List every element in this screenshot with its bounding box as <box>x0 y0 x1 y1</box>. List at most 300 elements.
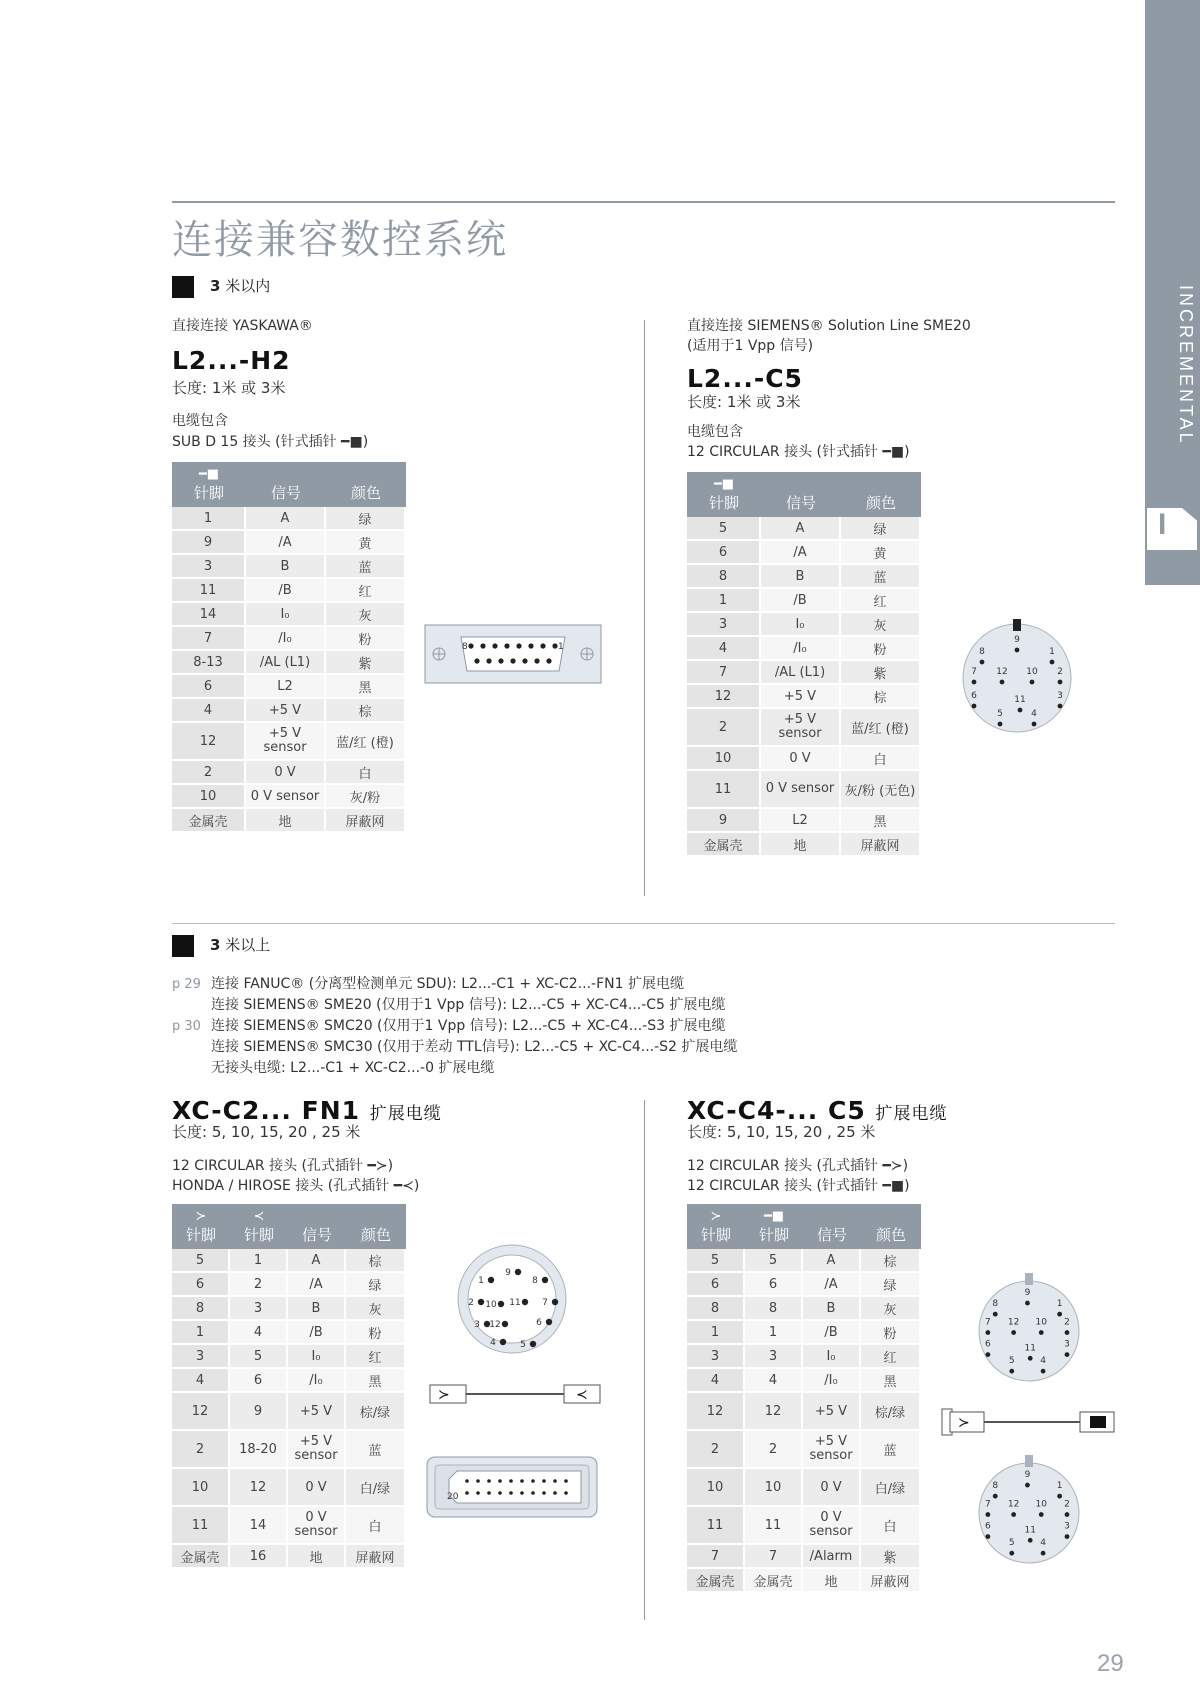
table-cell: 3 <box>172 1345 230 1369</box>
table-cell: 10 <box>687 747 761 771</box>
connector-pin <box>553 1491 557 1495</box>
connector-pin-label: 8 <box>992 1299 999 1310</box>
connector-pin-label: 9 <box>1024 1470 1031 1481</box>
table-cell: 0 V sensor <box>288 1507 346 1545</box>
table-cell: 白/绿 <box>346 1469 406 1507</box>
table-row <box>687 661 921 685</box>
connector-pin <box>985 1512 990 1517</box>
connector-pin <box>1041 1369 1046 1374</box>
socket-female-icon: ≻ <box>195 1209 207 1224</box>
table-cell: 5 <box>687 517 761 541</box>
table-cell: 0 V sensor <box>761 771 841 809</box>
table-row <box>172 531 406 555</box>
connector-pin <box>1025 1483 1030 1488</box>
section1-heading-text: 米以内 <box>225 277 271 295</box>
s2-left-pin-table <box>172 1204 406 1569</box>
table-row <box>687 1297 921 1321</box>
table-cell: 7 <box>745 1545 803 1569</box>
connector-pin-label: 10 <box>1026 667 1038 677</box>
table-cell: 5 <box>230 1345 288 1369</box>
table-cell: 绿 <box>861 1273 921 1297</box>
s1-right-intro2: (适用于1 Vpp 信号) <box>687 338 814 354</box>
table-cell: 1 <box>172 1321 230 1345</box>
connector-pin-label: 3 <box>1057 691 1063 701</box>
table-cell: A <box>246 507 326 531</box>
table-cell: 4 <box>745 1369 803 1393</box>
connector-pin <box>993 1494 998 1499</box>
table-header-pin-b: ━■ 针脚 <box>745 1204 803 1249</box>
table-cell: 12 <box>172 723 246 761</box>
connector-pin <box>476 1491 480 1495</box>
table-row <box>687 1345 921 1369</box>
connector-pin-label: 6 <box>985 1521 991 1532</box>
socket-female-icon: ≻ <box>710 1209 722 1224</box>
table-row <box>687 1469 921 1507</box>
table-cell: 5 <box>687 1249 745 1273</box>
connector-pin-label: 7 <box>542 1298 548 1308</box>
connector-pin <box>1057 1494 1062 1499</box>
table-cell: 1 <box>172 507 246 531</box>
section2-heading-number: 3 <box>210 936 221 954</box>
table-header-pin-b: ≺ 针脚 <box>230 1204 288 1249</box>
table-header-signal: 信号 <box>246 462 326 507</box>
table-cell: 1 <box>745 1321 803 1345</box>
table-cell: 屏蔽网 <box>326 809 406 833</box>
connector-pin <box>510 658 515 663</box>
note-line <box>172 1015 737 1036</box>
table-cell: 棕 <box>861 1249 921 1273</box>
table-cell: 红 <box>841 589 921 613</box>
table-row <box>172 1431 406 1469</box>
table-cell: 蓝 <box>346 1431 406 1469</box>
connector-pin <box>972 704 977 709</box>
connector-pin-label: 1 <box>1056 1299 1063 1310</box>
connector-pin <box>542 1277 548 1283</box>
table-header-pin: ━■ 针脚 <box>687 472 761 517</box>
table-cell: 3 <box>687 1345 745 1369</box>
table-cell: 灰/粉 <box>326 785 406 809</box>
note-text: 连接 SIEMENS® SMC30 (仅用于差动 TTL信号): L2...-C5 + XC-C4...-S2 扩展电缆 <box>211 1039 738 1055</box>
table-cell: 4 <box>172 699 246 723</box>
table-row <box>687 613 921 637</box>
s2-right-length: 长度: 5, 10, 15, 20 , 25 米 <box>687 1123 876 1141</box>
table-cell: 金属壳 <box>687 833 761 857</box>
table-cell: 粉 <box>346 1321 406 1345</box>
table-cell: 白/绿 <box>861 1469 921 1507</box>
table-row <box>687 1393 921 1431</box>
connector-pin-label: 10 <box>1035 1499 1047 1510</box>
table-cell: B <box>761 565 841 589</box>
table-cell: 白 <box>841 747 921 771</box>
connector-pin-label: 8 <box>992 1481 999 1492</box>
table-cell: /Alarm <box>803 1545 861 1569</box>
connector-pin <box>1028 1356 1033 1361</box>
connector-pin <box>546 1319 552 1325</box>
connector-pin <box>487 1491 491 1495</box>
svg-text:≻: ≻ <box>958 1415 970 1431</box>
connector-pin <box>515 1269 521 1275</box>
s1-left-connector: SUB D 15 接头 (针式插针 ━■) <box>172 434 369 450</box>
connector-pin-label: 2 <box>1057 667 1063 677</box>
table-cell: B <box>803 1297 861 1321</box>
table-cell: 9 <box>687 809 761 833</box>
section2-heading <box>172 934 270 957</box>
connector-pin <box>972 680 977 685</box>
table-cell: 0 V <box>803 1469 861 1507</box>
connector-pin <box>1065 1512 1070 1517</box>
connector-pin <box>468 643 473 648</box>
table-cell: 蓝/红 (橙) <box>326 723 406 761</box>
connector-pin <box>564 1491 568 1495</box>
table-cell: +5 V <box>761 685 841 709</box>
connector-pin <box>1041 1551 1046 1556</box>
table-row <box>172 1297 406 1321</box>
table-cell: A <box>761 517 841 541</box>
table-cell: 白 <box>861 1507 921 1545</box>
table-cell: 9 <box>230 1393 288 1431</box>
connector-pin-label: 9 <box>1014 635 1020 645</box>
table-cell: 11 <box>745 1507 803 1545</box>
connector-pin <box>1018 708 1023 713</box>
table-cell: 白 <box>326 761 406 785</box>
table-cell: 1 <box>687 589 761 613</box>
s2-right-model: XC-C4-... C5 <box>687 1096 866 1125</box>
table-row <box>172 699 406 723</box>
section-bullet-icon <box>172 276 194 298</box>
table-cell: 3 <box>172 555 246 579</box>
table-cell: 16 <box>230 1545 288 1569</box>
table-cell: 10 <box>172 785 246 809</box>
table-header-pin-a: ≻ 针脚 <box>687 1204 745 1249</box>
table-cell: 6 <box>687 541 761 565</box>
table-cell: +5 V sensor <box>803 1431 861 1469</box>
table-header-pin-a: ≻ 针脚 <box>172 1204 230 1249</box>
connector-pin-label: 12 <box>996 667 1008 677</box>
table-cell: 灰 <box>346 1297 406 1321</box>
table-cell: 蓝 <box>861 1431 921 1469</box>
connector-pin <box>1000 680 1005 685</box>
connector-pin-label: 8 <box>979 647 985 657</box>
pin-male-icon: ━■ <box>198 467 220 482</box>
table-row <box>687 1545 921 1569</box>
connector-pin-label: 10 <box>1035 1317 1047 1328</box>
table-row <box>687 1321 921 1345</box>
table-cell: 棕 <box>841 685 921 709</box>
table-row <box>687 1249 921 1273</box>
table-cell: +5 V <box>246 699 326 723</box>
table-cell: 4 <box>230 1321 288 1345</box>
table-cell: 11 <box>687 771 761 809</box>
connector-pin <box>465 1491 469 1495</box>
title-rule <box>172 201 1115 203</box>
connector-pin <box>509 1479 513 1483</box>
table-cell: 黑 <box>346 1369 406 1393</box>
connector-pin <box>1025 1301 1030 1306</box>
connector-pin-label: 5 <box>520 1340 526 1350</box>
table-cell: +5 V sensor <box>761 709 841 747</box>
table-row <box>172 1345 406 1369</box>
table-cell: 蓝/红 (橙) <box>841 709 921 747</box>
connector-pin-label: 5 <box>997 709 1003 719</box>
circular-12-female-diagram <box>455 1242 569 1356</box>
table-cell: 12 <box>687 1393 745 1431</box>
connector-pin <box>985 1534 990 1539</box>
connector-pin <box>1065 1330 1070 1335</box>
connector-pin <box>564 1479 568 1483</box>
connector-pin <box>520 1491 524 1495</box>
connector-pin-label: 4 <box>1040 1356 1046 1367</box>
table-header-color: 颜色 <box>841 472 921 517</box>
table-cell: 8 <box>687 1297 745 1321</box>
connector-pin-label: 4 <box>1040 1538 1046 1549</box>
s2-left-model: XC-C2... FN1 <box>172 1096 361 1125</box>
connector-pin <box>520 1479 524 1483</box>
table-cell: /I₀ <box>803 1369 861 1393</box>
honda-hirose-connector-diagram <box>427 1455 599 1519</box>
side-tab-letter: I <box>1158 508 1167 541</box>
table-cell: A <box>803 1249 861 1273</box>
note-page-ref: p 29 <box>172 977 201 992</box>
table-cell: 金属壳 <box>172 809 246 833</box>
table-cell: L2 <box>246 675 326 699</box>
table-cell: 10 <box>745 1469 803 1507</box>
connector-pin-label: 6 <box>536 1318 542 1328</box>
table-cell: /B <box>246 579 326 603</box>
table-row <box>687 709 921 747</box>
connector-pin <box>1028 1538 1033 1543</box>
table-row <box>687 1273 921 1297</box>
honda-pin-label: 20 <box>447 1492 459 1502</box>
s2-left-model-suffix: 扩展电缆 <box>369 1104 442 1124</box>
table-row <box>172 507 406 531</box>
connector-pin <box>498 1301 504 1307</box>
table-cell: 11 <box>687 1507 745 1545</box>
connector-pin <box>1058 680 1063 685</box>
connector-pin-label: 3 <box>1064 1521 1070 1532</box>
table-cell: /AL (L1) <box>246 651 326 675</box>
table-cell: 12 <box>687 685 761 709</box>
table-row <box>687 747 921 771</box>
table-cell: 棕 <box>346 1249 406 1273</box>
connector-pin <box>1015 648 1020 653</box>
table-cell: /A <box>246 531 326 555</box>
socket-female-reverse-icon: ≺ <box>253 1209 265 1224</box>
table-cell: 4 <box>687 637 761 661</box>
connector-pin-label: 2 <box>468 1298 474 1308</box>
table-row <box>687 637 921 661</box>
circular-12-male-diagram-right <box>975 1455 1083 1563</box>
table-row <box>687 541 921 565</box>
table-cell: 7 <box>687 1545 745 1569</box>
connector-pin-label: 12 <box>1007 1317 1020 1328</box>
connector-pin <box>1030 680 1035 685</box>
connector-pin <box>1011 1330 1016 1335</box>
note-text: 无接头电缆: L2...-C1 + XC-C2...-0 扩展电缆 <box>211 1060 495 1076</box>
circular-12-female-diagram-right <box>975 1273 1083 1381</box>
connector-pin <box>487 1479 491 1483</box>
s1-right-model: L2...-C5 <box>687 364 803 393</box>
table-row <box>687 1569 921 1593</box>
section1-divider <box>644 320 645 896</box>
table-cell: 7 <box>172 627 246 651</box>
table-row <box>172 1393 406 1431</box>
connector-pin <box>528 643 533 648</box>
table-cell: 0 V sensor <box>803 1507 861 1545</box>
table-cell: 12 <box>745 1393 803 1431</box>
table-cell: /I₀ <box>246 627 326 651</box>
connector-pin <box>534 658 539 663</box>
table-header-signal: 信号 <box>761 472 841 517</box>
extension-cable-icon-right <box>940 1407 1116 1437</box>
s2-left-connector1: 12 CIRCULAR 接头 (孔式插针 ━≻) <box>172 1158 394 1174</box>
table-cell: 11 <box>172 579 246 603</box>
table-cell: /A <box>761 541 841 565</box>
table-cell: 绿 <box>841 517 921 541</box>
table-row <box>687 1507 921 1545</box>
connector-pin-label: 7 <box>985 1499 991 1510</box>
s1-right-pin-table <box>687 472 921 857</box>
s1-left-model: L2...-H2 <box>172 346 291 375</box>
note-text: 连接 FANUC® (分离型检测单元 SDU): L2...-C1 + XC-C2...-FN1 扩展电缆 <box>211 976 684 992</box>
table-cell: 黑 <box>841 809 921 833</box>
connector-pin-label: 11 <box>509 1298 521 1308</box>
table-cell: 棕/绿 <box>861 1393 921 1431</box>
table-cell: 金属壳 <box>745 1569 803 1593</box>
table-cell: 紫 <box>326 651 406 675</box>
s2-right-model-line <box>687 1096 947 1125</box>
table-row <box>172 675 406 699</box>
connector-pin <box>500 1339 506 1345</box>
connector-pin <box>465 1479 469 1483</box>
table-cell: 14 <box>172 603 246 627</box>
connector-pin <box>1065 1534 1070 1539</box>
table-row <box>172 1507 406 1545</box>
s2-right-pin-table <box>687 1204 921 1593</box>
connector-pin <box>542 1479 546 1483</box>
table-cell: 红 <box>346 1345 406 1369</box>
table-row <box>172 651 406 675</box>
table-cell: 12 <box>230 1469 288 1507</box>
connector-pin-label: 9 <box>505 1268 511 1278</box>
svg-text:≻: ≻ <box>438 1387 450 1403</box>
table-cell: 地 <box>761 833 841 857</box>
sub-d15-connector-diagram <box>425 625 601 685</box>
s1-right-connector: 12 CIRCULAR 接头 (针式插针 ━■) <box>687 444 910 460</box>
note-line <box>172 994 737 1015</box>
section-divider-rule <box>172 923 1115 924</box>
pin-male-icon: ━■ <box>763 1209 785 1224</box>
table-row <box>687 589 921 613</box>
connector-pin <box>478 1299 484 1305</box>
connector-pin <box>498 1479 502 1483</box>
table-cell: 5 <box>172 1249 230 1273</box>
subd-label-left: 8 <box>462 642 468 652</box>
section2-heading-text: 米以上 <box>225 936 271 954</box>
table-cell: 屏蔽网 <box>346 1545 406 1569</box>
table-row <box>687 517 921 541</box>
table-cell: 8 <box>172 1297 230 1321</box>
connector-pin <box>492 643 497 648</box>
connector-pin <box>522 1299 528 1305</box>
table-cell: A <box>288 1249 346 1273</box>
table-cell: /A <box>288 1273 346 1297</box>
connector-pin-label: 7 <box>985 1317 991 1328</box>
table-row <box>172 785 406 809</box>
table-cell: 粉 <box>326 627 406 651</box>
table-row <box>172 761 406 785</box>
table-cell: /B <box>803 1321 861 1345</box>
section-bullet-icon <box>172 935 194 957</box>
table-cell: 地 <box>803 1569 861 1593</box>
table-row <box>172 579 406 603</box>
table-cell: 4 <box>172 1369 230 1393</box>
connector-pin <box>488 1277 494 1283</box>
s1-left-pin-table <box>172 462 406 833</box>
connector-pin-label: 3 <box>1064 1339 1070 1350</box>
table-cell: 0 V <box>761 747 841 771</box>
connector-pin-label: 12 <box>1007 1499 1020 1510</box>
table-cell: 3 <box>745 1345 803 1369</box>
table-cell: 白 <box>346 1507 406 1545</box>
connector-pin <box>542 1491 546 1495</box>
connector-pin-label: 1 <box>1056 1481 1063 1492</box>
connector-pin-label: 4 <box>1031 709 1037 719</box>
connector-pin <box>1050 660 1055 665</box>
table-cell: 金属壳 <box>687 1569 745 1593</box>
connector-pin <box>498 1491 502 1495</box>
s1-right-length: 长度: 1米 或 3米 <box>687 393 801 411</box>
connector-pin <box>1009 1369 1014 1374</box>
table-cell: +5 V sensor <box>246 723 326 761</box>
table-cell: 红 <box>326 579 406 603</box>
s2-right-model-suffix: 扩展电缆 <box>875 1104 948 1124</box>
connector-pin <box>1011 1512 1016 1517</box>
table-cell: 棕/绿 <box>346 1393 406 1431</box>
table-cell: /AL (L1) <box>761 661 841 685</box>
table-row <box>687 685 921 709</box>
connector-pin <box>1058 704 1063 709</box>
table-row <box>172 1545 406 1569</box>
side-tab-label: INCREMENTAL <box>1176 285 1196 446</box>
table-cell: 14 <box>230 1507 288 1545</box>
connector-pin <box>1057 1312 1062 1317</box>
section1-heading-number: 3 <box>210 277 221 295</box>
section1-heading <box>172 275 270 298</box>
table-row <box>687 771 921 809</box>
table-cell: 8-13 <box>172 651 246 675</box>
table-row <box>687 565 921 589</box>
table-header-color: 颜色 <box>861 1204 921 1249</box>
table-cell: 蓝 <box>326 555 406 579</box>
connector-pin-label: 1 <box>1049 647 1055 657</box>
table-cell: 黄 <box>841 541 921 565</box>
table-row <box>172 1249 406 1273</box>
table-cell: /B <box>288 1321 346 1345</box>
table-cell: 8 <box>745 1297 803 1321</box>
table-cell: 1 <box>230 1249 288 1273</box>
connector-pin <box>531 1479 535 1483</box>
table-cell: +5 V sensor <box>288 1431 346 1469</box>
table-cell: 3 <box>687 613 761 637</box>
table-cell: 8 <box>687 565 761 589</box>
table-cell: 粉 <box>861 1321 921 1345</box>
connector-pin-label: 12 <box>489 1320 501 1330</box>
table-cell: 0 V sensor <box>246 785 326 809</box>
table-cell: 2 <box>687 709 761 747</box>
connector-pin <box>476 1479 480 1483</box>
table-header-pin: ━■ 针脚 <box>172 462 246 507</box>
table-cell: 黑 <box>326 675 406 699</box>
